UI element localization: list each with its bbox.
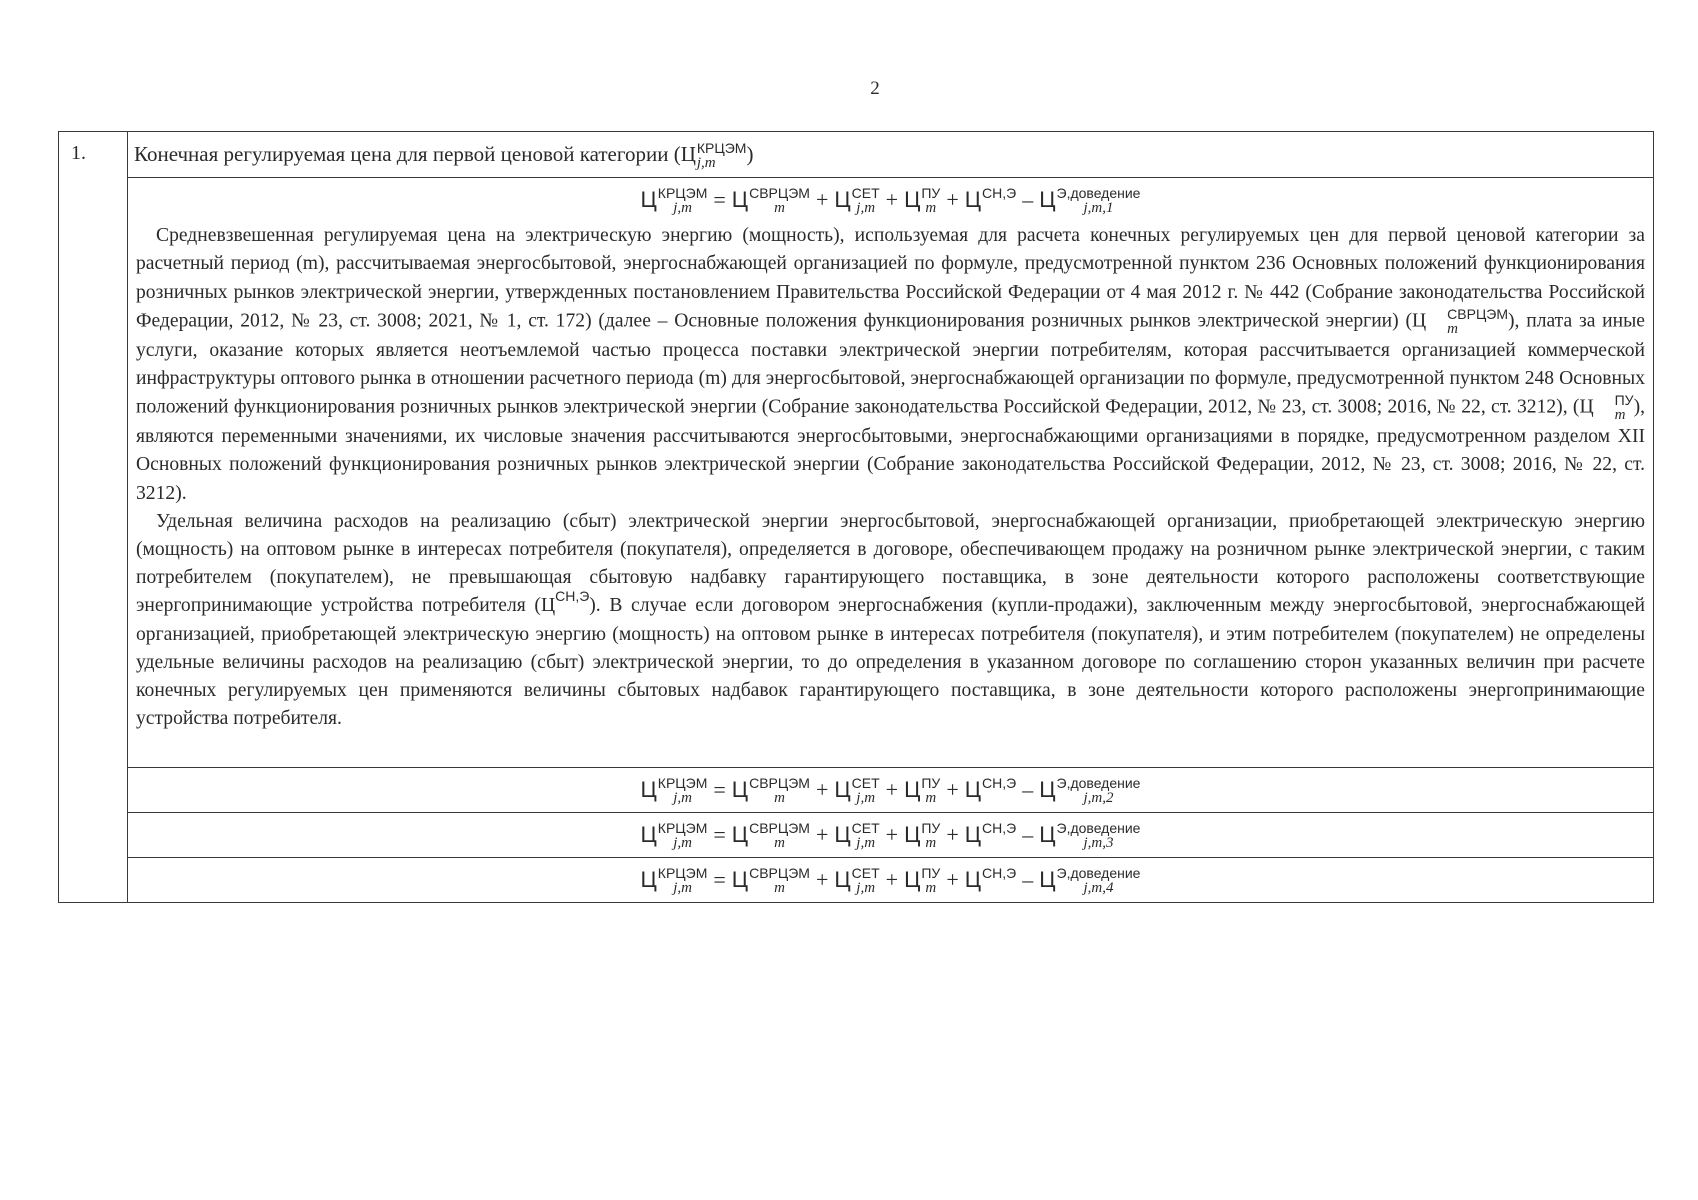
equals-sign: = xyxy=(713,867,726,893)
term-sup: Э,доведение xyxy=(1056,185,1141,202)
term-indices xyxy=(658,821,708,851)
price-symbol: Ц xyxy=(1039,822,1056,848)
table-row xyxy=(59,768,1654,813)
term-indices xyxy=(749,776,810,806)
price-symbol: Ц xyxy=(1579,396,1594,418)
term-sup: КРЦЭМ xyxy=(657,775,708,792)
price-symbol: Ц xyxy=(731,187,749,212)
page-number: 2 xyxy=(870,78,880,99)
price-symbol: Ц xyxy=(640,777,657,803)
price-symbol: Ц xyxy=(540,595,556,617)
formula-term xyxy=(904,775,941,807)
equals-sign: = xyxy=(713,187,726,212)
term-sup: КРЦЭМ xyxy=(657,820,708,837)
term-sub: j,m xyxy=(856,200,876,217)
heading-symbol-sub: j,m xyxy=(696,155,716,172)
term-sup: Э,доведение xyxy=(1056,820,1141,837)
term-sup: СВРЦЭМ xyxy=(749,865,810,882)
price-symbol: Ц xyxy=(834,187,851,212)
plus-sign: + xyxy=(946,867,959,893)
price-symbol: Ц xyxy=(834,822,851,848)
term-sub: m xyxy=(774,200,785,217)
table-row xyxy=(59,813,1654,858)
term-sup: СН,Э xyxy=(982,185,1017,202)
term-indices xyxy=(982,186,1016,216)
term-indices xyxy=(982,866,1016,896)
term-sub: j,m,1 xyxy=(1083,200,1114,217)
term-sup: СВРЦЭМ xyxy=(749,185,810,202)
plus-sign: + xyxy=(946,777,959,803)
minus-sign: – xyxy=(1022,187,1034,212)
formula-term xyxy=(731,865,810,897)
price-symbol: Ц xyxy=(1039,187,1056,212)
plus-sign: + xyxy=(815,822,829,848)
price-symbol: Ц xyxy=(640,867,657,893)
price-symbol: Ц xyxy=(1039,777,1056,803)
formula-term xyxy=(834,865,880,897)
minus-sign: – xyxy=(1022,867,1034,893)
term-sup: Э,доведение xyxy=(1056,775,1141,792)
price-symbol: Ц xyxy=(834,777,851,803)
formula-cell xyxy=(128,858,1654,903)
plus-sign: + xyxy=(885,867,899,893)
term-indices xyxy=(1057,866,1141,896)
term-sup: СН,Э xyxy=(982,820,1017,837)
price-symbol: Ц xyxy=(834,867,851,893)
term-sup: КРЦЭМ xyxy=(657,865,708,882)
term-sup: Э,доведение xyxy=(1056,865,1141,882)
plus-sign: + xyxy=(885,777,899,803)
formula-term xyxy=(834,820,880,852)
symbol-sup: СН,Э xyxy=(555,588,590,605)
price-symbol: Ц xyxy=(1039,867,1056,893)
formula-term xyxy=(640,820,708,852)
formula-term xyxy=(904,865,941,897)
symbol-sub: m xyxy=(1614,407,1626,424)
formula-term xyxy=(640,865,708,897)
term-sup: ПУ xyxy=(921,775,941,792)
formula-term xyxy=(834,775,880,807)
formula-term xyxy=(731,185,810,217)
term-sub: j,m,2 xyxy=(1083,790,1114,807)
formula-term xyxy=(1039,185,1141,217)
term-sup: СН,Э xyxy=(982,865,1017,882)
price-symbol: Ц xyxy=(964,187,982,212)
term-indices xyxy=(658,776,708,806)
price-symbol: Ц xyxy=(731,777,749,803)
formula-cell xyxy=(128,813,1654,858)
term-sub: m xyxy=(925,200,937,217)
minus-sign: – xyxy=(1022,777,1034,803)
minus-sign: – xyxy=(1022,822,1034,848)
term-sup: ПУ xyxy=(921,820,941,837)
term-indices xyxy=(921,866,940,896)
table-row xyxy=(59,132,1654,178)
term-sub: m xyxy=(925,790,937,807)
price-symbol: Ц xyxy=(640,187,657,212)
term-sup: СВРЦЭМ xyxy=(749,820,810,837)
term-sub: j,m,3 xyxy=(1083,835,1114,852)
term-indices xyxy=(749,186,810,216)
term-indices xyxy=(658,186,708,216)
term-sup: СЕТ xyxy=(851,820,880,837)
formula-term xyxy=(731,775,810,807)
price-symbol: Ц xyxy=(964,867,982,893)
plus-sign: + xyxy=(815,777,829,803)
formula-term xyxy=(834,185,880,217)
term-indices xyxy=(921,776,940,806)
equals-sign: = xyxy=(713,777,726,803)
price-table xyxy=(58,131,1654,903)
term-indices xyxy=(982,821,1016,851)
term-sub: j,m,4 xyxy=(1083,880,1114,897)
term-indices xyxy=(921,821,940,851)
formula-term xyxy=(965,822,1016,847)
paragraph-1 xyxy=(128,222,1653,508)
term-sup: СЕТ xyxy=(851,185,880,202)
term-indices xyxy=(852,186,880,216)
formula-term xyxy=(965,187,1016,212)
plus-sign: + xyxy=(946,187,959,212)
row-number: 1. xyxy=(59,132,128,903)
term-sub xyxy=(982,881,1016,896)
paragraph-1-text: Средневзвешенная регулируемая цена на электрическую энергию (мощность), используемая для расчета конечных регулируемых цен для первой ценовой категории за расчетный период (m), рассчитываемая энергосбытовой, энергоснабжающей организацией по формуле, предусмотренной пунктом 236 Основных положений функционирования розничных рынков электрической энергии, утвержденных постановлением Правительства Российской Федерации от 4 мая 2012 г. № 442 (Собрание законодательства Российской Федерации, 2012, № 23, ст. 3008; 2021, № 1, ст. 172) (далее – Основные положения функционирования розничных рынков электрической энергии) ( xyxy=(136,225,1645,332)
heading-close: ) xyxy=(746,142,754,166)
formula-term xyxy=(640,185,708,217)
table-row xyxy=(59,178,1654,768)
term-sub: j,m xyxy=(673,835,692,852)
formula-term xyxy=(965,867,1016,892)
term-sub xyxy=(982,836,1016,851)
term-sub: j,m xyxy=(673,200,692,217)
term-sub: m xyxy=(774,790,785,807)
price-symbol: Ц xyxy=(964,777,982,803)
formula-term xyxy=(904,820,941,852)
row-heading xyxy=(128,132,1653,177)
price-symbol: Ц xyxy=(964,822,982,848)
formula-term xyxy=(731,820,810,852)
main-cell xyxy=(128,178,1654,768)
term-indices xyxy=(658,866,708,896)
term-indices xyxy=(1057,776,1141,806)
term-indices xyxy=(749,866,810,896)
plus-sign: + xyxy=(815,187,829,212)
price-symbol: Ц xyxy=(904,187,921,212)
heading-text: Конечная регулируемая цена для первой ценовой категории ( xyxy=(134,142,681,166)
term-indices xyxy=(1057,186,1141,216)
heading-symbol-sup: КРЦЭМ xyxy=(696,140,747,157)
formula-term xyxy=(904,185,941,217)
heading-symbol: Ц xyxy=(680,142,696,166)
term-sub: j,m xyxy=(673,880,692,897)
term-sub: m xyxy=(774,835,785,852)
price-symbol: Ц xyxy=(904,777,921,803)
formula xyxy=(128,768,1653,812)
equals-sign: = xyxy=(713,822,726,848)
term-sup: СЕТ xyxy=(851,775,880,792)
plus-sign: + xyxy=(815,867,829,893)
term-indices xyxy=(1057,821,1141,851)
table-row xyxy=(59,858,1654,903)
term-indices xyxy=(921,186,940,216)
term-indices xyxy=(982,776,1016,806)
term-indices xyxy=(852,866,880,896)
price-symbol: Ц xyxy=(731,822,749,848)
formula-term xyxy=(965,777,1016,802)
term-sup: КРЦЭМ xyxy=(657,185,708,202)
heading-cell xyxy=(128,132,1654,178)
plus-sign: + xyxy=(885,822,899,848)
term-sub: m xyxy=(774,880,785,897)
symbol-sub: m xyxy=(1447,320,1458,337)
symbol-sup: ПУ xyxy=(1614,392,1634,409)
formula xyxy=(128,813,1653,857)
term-sup: ПУ xyxy=(921,185,941,202)
paragraph-2 xyxy=(128,508,1653,734)
plus-sign: + xyxy=(885,187,899,212)
formula xyxy=(128,178,1653,222)
formula-term xyxy=(640,775,708,807)
price-symbol: Ц xyxy=(904,867,921,893)
term-sup: СВРЦЭМ xyxy=(749,775,810,792)
price-symbol: Ц xyxy=(1412,310,1427,332)
price-symbol: Ц xyxy=(640,822,657,848)
term-sub: m xyxy=(925,880,937,897)
formula-cell xyxy=(128,768,1654,813)
term-sup: СЕТ xyxy=(851,865,880,882)
term-sub: j,m xyxy=(856,790,876,807)
term-sub xyxy=(982,791,1016,806)
formula-term xyxy=(1039,775,1141,807)
formula-term xyxy=(1039,820,1141,852)
formula-term xyxy=(1039,865,1141,897)
price-symbol: Ц xyxy=(904,822,921,848)
term-sub: m xyxy=(925,835,937,852)
term-indices xyxy=(852,776,880,806)
term-sub: j,m xyxy=(856,880,876,897)
formula xyxy=(128,858,1653,902)
term-sub: j,m xyxy=(856,835,876,852)
paragraph-2-text: ). В случае если договором энергоснабжения (купли-продажи), заключенным между энергосбытовой, энергоснабжающей организацией, приобретающей электрическую энергию (мощность) на оптовом рынке в интересах потребителя (покупателя), и этим потребителем (покупателем) не определены удельные величины расходов на реализацию (сбыт) электрической энергии, то до определения в указанном договоре по соглашению сторон указанных величин при расчете конечных регулируемых цен применяются величины сбытовых надбавок гарантирующего поставщика, в зоне деятельности которого расположены энергопринимающие устройства потребителя. xyxy=(136,595,1645,730)
symbol-sup: СВРЦЭМ xyxy=(1447,305,1509,322)
term-sub: j,m xyxy=(673,790,692,807)
plus-sign: + xyxy=(946,822,959,848)
term-sup: ПУ xyxy=(921,865,941,882)
term-indices xyxy=(852,821,880,851)
term-indices xyxy=(749,821,810,851)
price-symbol: Ц xyxy=(731,867,749,893)
paragraph-2-text: Удельная величина расходов на реализацию (сбыт) электрической энергии энергосбытовой, энергоснабжающей организации, приобретающей электрическую энергию (мощность) на оптовом рынке в интересах потребителя (покупателя), определяется в договоре, обеспечивающем продажу на розничном рынке электрической энергии, с таким потребителем (покупателем), не превышающая сбытовую надбавку гарантирующего поставщика, в зоне деятельности которого расположены соответствующие энергопринимающие устройства потребителя ( xyxy=(136,510,1645,617)
paragraph-1-text: ), являются переменными значениями, их числовые значения рассчитываются энергосбытовыми, энергоснабжающими организациями в порядке, предусмотренном разделом XII Основных положений функционирования розничных рынков электрической энергии (Собрание законодательства Российской Федерации, 2012, № 23, ст. 3008; 2016, № 22, ст. 3212). xyxy=(136,396,1645,504)
term-sup: СН,Э xyxy=(982,775,1017,792)
paragraph-1-text: ), плата за иные услуги, оказание которых является неотъемлемой частью процесса поставки электрической энергии потребителям, которая рассчитывается организацией коммерческой инфраструктуры оптового рынка в отношении расчетного периода (m) для энергосбытовой, энергоснабжающей организации по формуле, предусмотренной пунктом 248 Основных положений функционирования розничных рынков электрической энергии (Собрание законодательства Российской Федерации, 2012, № 23, ст. 3008; 2016, № 22, ст. 3212), ( xyxy=(136,310,1646,418)
term-sub xyxy=(982,201,1016,216)
